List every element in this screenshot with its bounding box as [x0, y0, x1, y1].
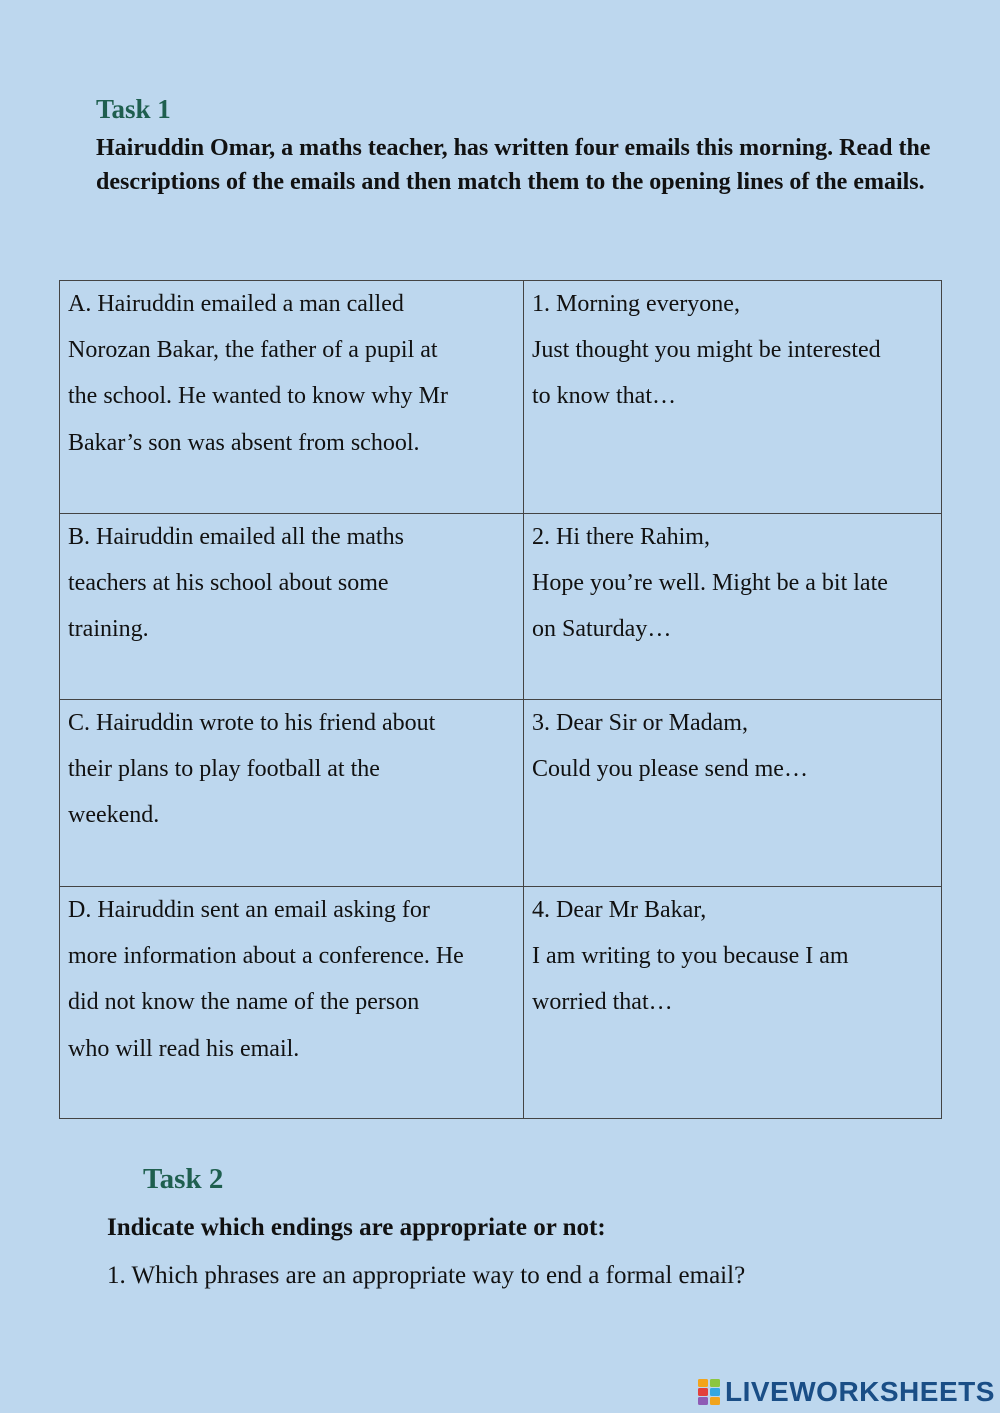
cell-line: to know that… [532, 383, 676, 410]
cell-line: teachers at his school about some [68, 570, 389, 597]
cell-line: Just thought you might be interested [532, 337, 881, 364]
cell-line: B. Hairuddin emailed all the maths [68, 524, 404, 550]
cell-line: A. Hairuddin emailed a man called [68, 291, 404, 317]
cell-line: C. Hairuddin wrote to his friend about [68, 710, 436, 736]
cell-line: did not know the name of the person [68, 989, 420, 1016]
task1-title: Task 1 [96, 94, 171, 124]
description-cell-d [60, 887, 524, 1119]
cell-line: D. Hairuddin sent an email asking for [68, 897, 430, 923]
cell-line: weekend. [68, 802, 160, 829]
cell-line: I am writing to you because I am [532, 943, 849, 970]
cell-line: worried that… [532, 989, 673, 1016]
matching-table [59, 280, 942, 1119]
cell-line: their plans to play football at the [68, 756, 380, 783]
cell-line: the school. He wanted to know why Mr [68, 383, 448, 410]
task2-title: Task 2 [143, 1163, 224, 1195]
cell-line: 2. Hi there Rahim, [532, 524, 710, 550]
cell-line: Could you please send me… [532, 756, 808, 783]
cell-line: 4. Dear Mr Bakar, [532, 897, 707, 923]
liveworksheets-logo-icon [697, 1378, 721, 1406]
task2-instructions: Indicate which endings are appropriate or not: [107, 1214, 606, 1241]
cell-line: who will read his email. [68, 1035, 300, 1062]
task1-instructions: Hairuddin Omar, a maths teacher, has written four emails this morning. Read the descriptions of the emails and then match them to the opening lines of the emails. [96, 135, 931, 195]
opening-cell-4 [524, 887, 942, 1119]
table-row [60, 700, 942, 887]
cell-line: 3. Dear Sir or Madam, [532, 710, 748, 736]
cell-line: Bakar’s son was absent from school. [68, 429, 420, 456]
description-cell-b [60, 514, 524, 700]
cell-line: training. [68, 616, 149, 643]
liveworksheets-brand[interactable] [697, 1376, 995, 1408]
cell-line: more information about a conference. He [68, 943, 464, 970]
description-cell-a [60, 281, 524, 514]
task2-question-1: 1. Which phrases are an appropriate way to end a formal email? [107, 1262, 746, 1289]
opening-cell-1 [524, 281, 942, 514]
table-row [60, 887, 942, 1119]
table-row [60, 281, 942, 514]
cell-line: 1. Morning everyone, [532, 291, 740, 317]
cell-line: Hope you’re well. Might be a bit late [532, 570, 888, 597]
brand-name: LIVEWORKSHEETS [725, 1376, 995, 1407]
cell-line: Norozan Bakar, the father of a pupil at [68, 337, 438, 364]
opening-cell-3 [524, 700, 942, 887]
description-cell-c [60, 700, 524, 887]
table-row [60, 514, 942, 700]
cell-line: on Saturday… [532, 616, 672, 643]
opening-cell-2 [524, 514, 942, 700]
